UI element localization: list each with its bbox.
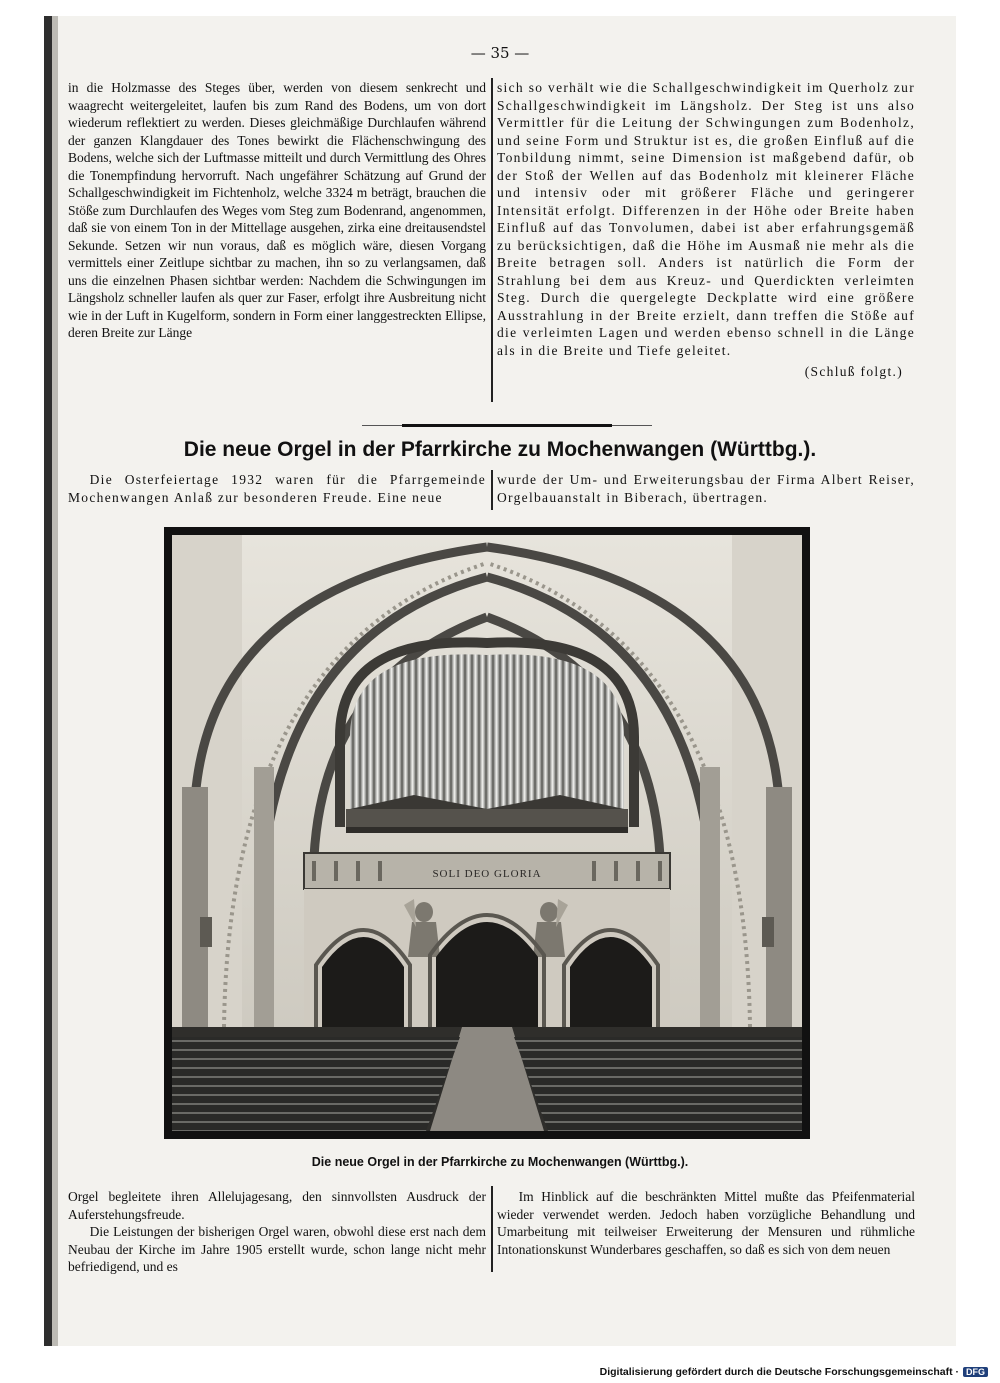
photo-caption: Die neue Orgel in der Pfarrkirche zu Mochenwangen (Württbg.). [311,1155,689,1169]
scan-binding-edge [44,16,52,1346]
footer-text: Digitalisierung gefördert durch die Deutsche Forschungsgemeinschaft · [599,1366,959,1378]
continuation-note: (Schluß folgt.) [804,364,903,379]
intro-right-text: wurde der Um- und Erweiterungsbau der Firma Albert Reiser, Orgelbauanstalt in Biberach, übertragen. [497,472,915,505]
bottom-left-paragraph-1: Orgel begleitete ihren Allelujagesang, den sinnvollsten Ausdruck der Auferstehungsfreude. [68,1189,486,1222]
column-divider-top [491,78,493,402]
column-divider-bottom [491,1186,493,1272]
top-right-column [497,79,915,381]
bottom-left-paragraph-2: Die Leistungen der bisherigen Orgel waren, obwohl diese erst nach dem Neubau der Kirche im Jahre 1905 erstellt wurde, schon lange nicht mehr befriedigend, und es [68,1224,486,1274]
bottom-right-column [497,1188,915,1258]
photo-inscription: SOLI DEO GLORIA [432,868,542,880]
article-title: Die neue Orgel in der Pfarrkirche zu Mochenwangen (Württbg.). [183,438,817,461]
intro-right-column [497,471,915,506]
intro-left-column [68,471,486,506]
top-right-paragraph: sich so verhält wie die Schallgeschwindigkeit im Querholz zur Schallgeschwindigkeit im Längsholz. Der Steg ist uns also Vermittler für die Leitung der Schwingungen zum Bodenholz, und seine Form und Struktur ist es, die großen Einfluß auf die Tonbildung nimmt, seine Dimension ist maßgebend dafür, ob der Stoß der Wellen auf das Bodenholz mit kleinerer Fläche und intensiv oder mit größerer Fläche und geringerer Intensität erfolgt. Differenzen in der Höhe oder Breite haben Einfluß auf das Tonvolumen, dabei ist aber erfahrungsgemäß zu berücksichtigen, daß die Höhe im Ausmaß nie mehr als die Breite betragen soll. Anders ist natürlich die Form der Strahlung bei dem aus Kreuz- und Querdickten verleimten Steg. Durch die quergelegte Deckplatte wird eine größere Ausstrahlung in der Breite erzielt, dann treffen die Stöße auf die verleimten Lagen und werden ebenso schnell in die Länge als in die Breite und Tiefe geleitet. [497,80,915,358]
top-left-column [68,79,486,342]
organ-photo [164,527,810,1139]
column-divider-intro [491,470,493,510]
bottom-right-paragraph-1: Im Hinblick auf die beschränkten Mittel mußte das Pfeifenmaterial wieder verwendet werden. Jedoch haben vorzügliche Behandlung und Umarbeitung mit teilweiser Erweiterung der Mensuren und rühmliche Intonationskunst Wunderbares geschaffen, so daß es sich von dem neuen [497,1189,915,1257]
page-number: — 35 — [470,44,530,62]
top-left-paragraph: in die Holzmasse des Steges über, werden von diesem senkrecht und waagrecht weitergeleitet, laufen bis zum Rand des Bodens, um von dort wiederum reflektiert zu werden. Dieses gleichmäßige Durchlaufen während der ganzen Klangdauer des Tones bewirkt die Flächenschwingung des Bodens, welche sich der Luftmasse mitteilt und durch Vermittlung des Ohres die Tonempfindung hervorruft. Nach ungefährer Schätzung auf Grund der Schallgeschwindigkeit im Fichtenholz, welche 3324 m beträgt, brauchen die Stöße zum Durchlaufen des Weges vom Steg zum Bodenrand, angenommen, daß sie von einem Ton in der Mittellage ausgehen, zirka eine dreitausendstel Sekunde. Setzen wir nun voraus, daß es möglich wäre, diesen Vorgang vermittels einer Zeitlupe sichtbar zu machen, ihn so zu verlangsamen, daß uns die einzelnen Phasen sichtbar werden: Nachdem die Schwingungen im Längsholz schneller laufen als quer zur Faser, erfolgt ihre Ausbreitung nicht wie in der Luft in Kugelform, sondern in Form einer langgestreckten Ellipse, deren Breite zur Länge [68,80,486,340]
bottom-left-column [68,1188,486,1276]
digitization-footer [600,1366,988,1378]
scan-binding-shadow [52,16,58,1346]
intro-left-text: Die Osterfeiertage 1932 waren für die Pfarrgemeinde Mochenwangen Anlaß zur besonderen Freude. Eine neue [68,472,486,505]
dfg-logo-icon: DFG [963,1367,988,1377]
section-separator [402,424,612,427]
